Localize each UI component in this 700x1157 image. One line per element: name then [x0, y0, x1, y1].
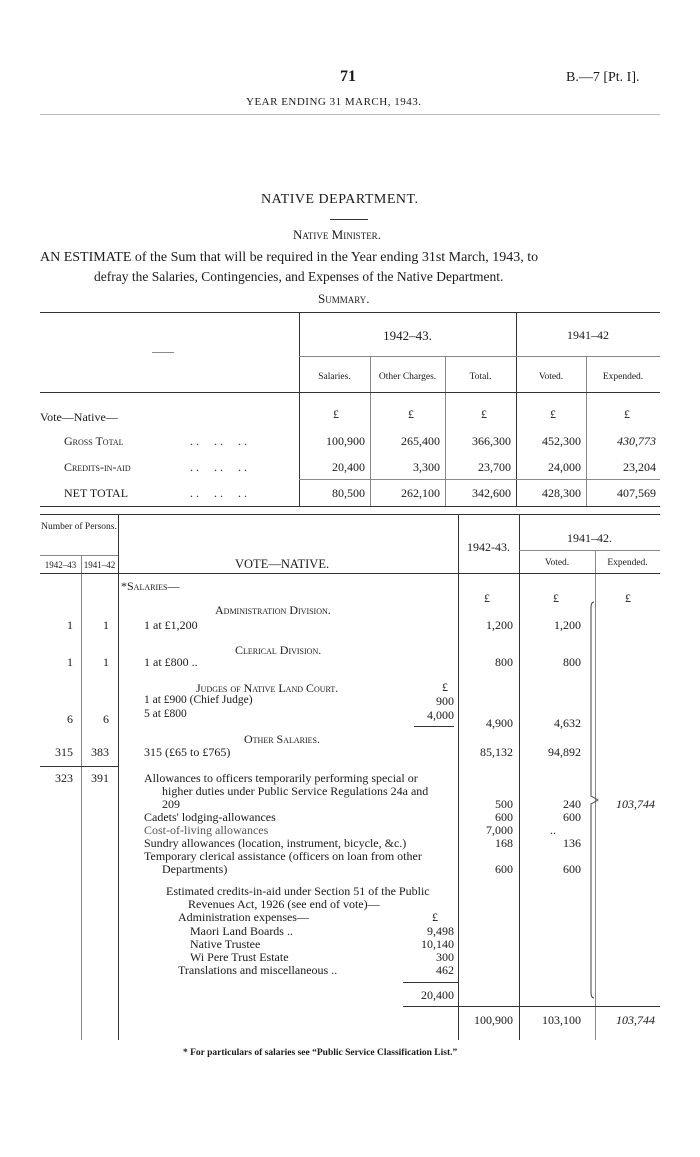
estimate-line-1: AN ESTIMATE of the Sum that will be required in the Year ending 31st March, 1943, to: [40, 250, 539, 265]
temporary-line-1: Temporary clerical assistance (officers on loan from other: [144, 849, 422, 863]
summary-cell: 342,600: [472, 486, 511, 500]
judges-line-1-value: 900: [436, 694, 454, 708]
summary-row-label: NET TOTAL: [64, 486, 129, 500]
net-total-rule: [299, 479, 660, 480]
detail-cell: 600: [495, 862, 513, 876]
admin-heading: Administration Division.: [215, 603, 331, 617]
summary-cell: 80,500: [332, 486, 365, 500]
detail-top-rule: [40, 514, 660, 515]
credits-line-2: Revenues Act, 1926 (see end of vote)—: [188, 897, 380, 911]
persons-total-rule: [40, 766, 118, 767]
summary-cell: 428,300: [542, 486, 581, 500]
cadets-line: Cadets' lodging-allowances: [144, 810, 276, 824]
detail-cell: 168: [495, 836, 513, 850]
persons-year-1: 1942–43: [44, 560, 77, 570]
detail-cell: 600: [563, 810, 581, 824]
persons-cell: 315: [55, 745, 73, 759]
credit-item-label: Native Trustee: [190, 937, 261, 951]
judges-line-2: 5 at £800: [144, 708, 187, 720]
summary-cell: 452,300: [542, 434, 581, 448]
department-title: NATIVE DEPARTMENT.: [261, 192, 419, 207]
summary-bottom-rule: [40, 506, 660, 507]
summary-cell: 407,569: [617, 486, 656, 500]
detail-cell: 4,632: [554, 716, 581, 730]
detail-cell: 800: [563, 655, 581, 669]
detail-sub-rule: [519, 550, 660, 551]
summary-sub-voted: Voted.: [538, 372, 564, 382]
persons-cell: 383: [91, 745, 109, 759]
detail-cell: 800: [495, 655, 513, 669]
summary-row-label: Credits-in-aid: [64, 460, 131, 474]
summary-cell: 262,100: [401, 486, 440, 500]
detail-cell: 600: [495, 810, 513, 824]
clerical-line: 1 at £800 ..: [144, 655, 198, 669]
summary-col-1941: 1941–42: [567, 328, 609, 342]
summary-sub-total: Total.: [469, 372, 492, 382]
year-line: YEAR ENDING 31 MARCH, 1943.: [246, 96, 422, 108]
summary-vote-label: Vote—Native—: [40, 410, 118, 424]
credits-line-3: Administration expenses—: [178, 910, 309, 924]
credit-item-value: 10,140: [421, 937, 454, 951]
detail-col-voted: Voted.: [544, 558, 570, 568]
detail-persons-rule: [40, 555, 118, 556]
summary-dash: ——: [152, 346, 174, 358]
persons-header: Number of Persons.: [41, 522, 117, 532]
detail-cell: 85,132: [480, 745, 513, 759]
credits-total-rule-bottom: [403, 1006, 458, 1007]
summary-pound: £: [481, 407, 487, 421]
summary-top-rule: [40, 312, 660, 313]
vote-title: VOTE—NATIVE.: [235, 557, 330, 571]
grand-total-cell: 103,744: [616, 1013, 655, 1027]
detail-cell: 240: [563, 797, 581, 811]
estimate-line-2: defray the Salaries, Contingencies, and Expenses of the Native Department.: [94, 269, 504, 284]
persons-year-2: 1941–42: [83, 560, 116, 570]
document-ref: B.—7 [Pt. I].: [566, 70, 640, 85]
judges-line-2-value: 4,000: [427, 708, 454, 722]
expended-group-value: 103,744: [616, 797, 655, 811]
detail-cell: 94,892: [548, 745, 581, 759]
credits-line-1: Estimated credits-in-aid under Section 51 of the Public: [166, 884, 430, 898]
credits-total-rule-top: [403, 982, 458, 983]
summary-pound: £: [408, 407, 414, 421]
allowances-line-3: 209: [162, 797, 180, 811]
detail-pound: £: [553, 591, 559, 605]
persons-total: 391: [91, 771, 109, 785]
detail-cell: 500: [495, 797, 513, 811]
summary-col-1942: 1942–43.: [383, 328, 432, 343]
detail-header-rule: [40, 573, 660, 574]
persons-cell: 1: [67, 655, 73, 669]
summary-pound: £: [333, 407, 339, 421]
summary-row-dots: . . . . . .: [190, 434, 247, 448]
grand-total-cell: 100,900: [474, 1013, 513, 1027]
temporary-line-2: Departments): [162, 862, 228, 876]
detail-cell: ..: [550, 823, 556, 837]
clerical-heading: Clerical Division.: [235, 643, 322, 657]
sundry-line: Sundry allowances (location, instrument, bicycle, &c.): [144, 836, 407, 850]
credits-pound: £: [432, 910, 438, 924]
summary-pound: £: [624, 407, 630, 421]
credits-total: 20,400: [421, 988, 454, 1002]
detail-cell: 600: [563, 862, 581, 876]
judges-pound: £: [442, 680, 448, 694]
persons-cell: 1: [103, 618, 109, 632]
summary-mid-rule: [299, 356, 660, 357]
persons-cell: 1: [103, 655, 109, 669]
credit-item-value: 300: [436, 950, 454, 964]
judges-heading: Judges of Native Land Court.: [196, 681, 339, 695]
summary-pound: £: [550, 407, 556, 421]
judges-line-1: 1 at £900 (Chief Judge): [144, 694, 253, 706]
detail-col-1942: 1942-43.: [467, 540, 510, 554]
persons-cell: 1: [67, 618, 73, 632]
credit-item-value: 9,498: [427, 924, 454, 938]
grand-total-rule: [458, 1006, 660, 1007]
summary-cell: 23,700: [478, 460, 511, 474]
detail-cell: 1,200: [554, 618, 581, 632]
allowances-line-1: Allowances to officers temporarily performing special or: [144, 771, 418, 785]
summary-cell: 100,900: [326, 434, 365, 448]
detail-pound: £: [484, 591, 490, 605]
detail-vline-text: [118, 514, 119, 1040]
credit-item-value: 462: [436, 963, 454, 977]
persons-total: 323: [55, 771, 73, 785]
minister-line: Native Minister.: [293, 227, 381, 242]
summary-cell: 366,300: [472, 434, 511, 448]
summary-sub-salaries: Salaries.: [318, 372, 351, 382]
detail-cell: 136: [563, 836, 581, 850]
header-rule: [40, 114, 660, 115]
detail-cell: 4,900: [486, 716, 513, 730]
summary-sub-expended: Expended.: [602, 372, 644, 382]
detail-col-expended: Expended.: [607, 558, 648, 568]
page-number: 71: [340, 68, 356, 85]
summary-cell: 265,400: [401, 434, 440, 448]
summary-header-rule: [40, 392, 660, 393]
detail-pound: £: [625, 591, 631, 605]
summary-row-label: Gross Total: [64, 434, 124, 448]
credit-item-label: Wi Pere Trust Estate: [190, 950, 289, 964]
summary-heading: Summary.: [318, 291, 370, 306]
summary-row-dots: . . . . . .: [190, 460, 247, 474]
persons-cell: 6: [103, 712, 109, 726]
detail-cell: 7,000: [486, 823, 513, 837]
allowances-line-2: higher duties under Public Service Regulations 24a and: [162, 784, 429, 798]
summary-cell: 20,400: [332, 460, 365, 474]
salaries-heading: *Salaries—: [121, 579, 180, 593]
summary-cell: 430,773: [617, 434, 656, 448]
other-heading: Other Salaries.: [244, 732, 321, 746]
summary-sub-other: Other Charges.: [378, 372, 437, 382]
persons-cell: 6: [67, 712, 73, 726]
summary-cell: 23,204: [623, 460, 656, 474]
judges-subtotal-rule: [414, 726, 454, 727]
summary-row-dots: . . . . . .: [190, 486, 247, 500]
summary-cell: 24,000: [548, 460, 581, 474]
credit-item-label: Translations and miscellaneous ..: [178, 963, 338, 977]
footnote: * For particulars of salaries see “Public Service Classification List.”: [183, 1048, 458, 1058]
credit-item-label: Maori Land Boards ..: [190, 924, 293, 938]
detail-col-1941: 1941–42.: [567, 531, 612, 545]
grand-total-cell: 103,100: [542, 1013, 581, 1027]
admin-line: 1 at £1,200: [144, 618, 198, 632]
title-rule: [330, 219, 368, 220]
cost-of-living-line: Cost-of-living allowances: [144, 823, 269, 837]
other-line: 315 (£65 to £765): [144, 745, 231, 759]
detail-cell: 1,200: [486, 618, 513, 632]
summary-cell: 3,300: [413, 460, 440, 474]
